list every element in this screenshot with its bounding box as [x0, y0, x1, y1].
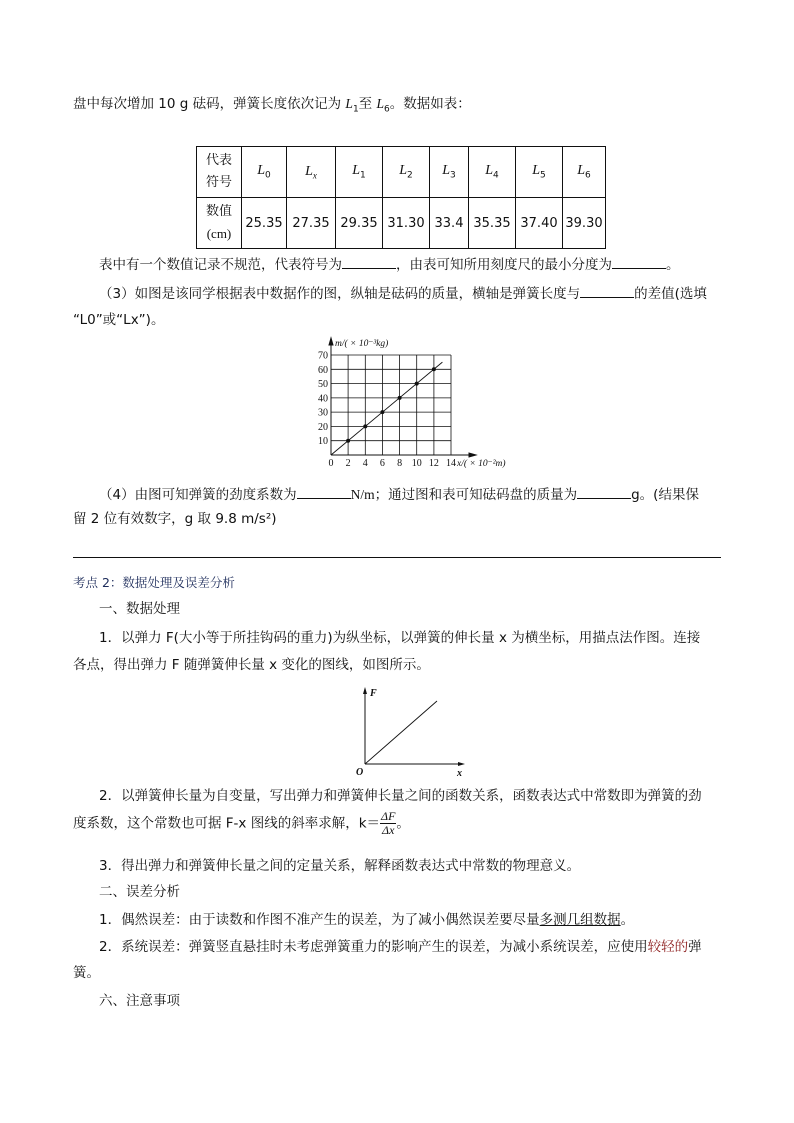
- table-cell-symbol: [516, 147, 563, 198]
- answer-blank-reference-length[interactable]: [580, 283, 634, 298]
- intro-mid: 至: [358, 96, 377, 112]
- intro-text: 盘中每次增加 10 g 砝码，弹簧长度依次记为: [73, 96, 346, 112]
- svg-text:70: 70: [318, 350, 328, 362]
- y-axis-label: m/( × 10⁻³kg): [335, 339, 389, 349]
- svg-text:8: 8: [397, 458, 403, 469]
- table-header-symbol: [197, 147, 242, 198]
- error-1-text: 1．偶然误差：由于读数和作图不准产生的误差，为了减小偶然误差要尽量: [99, 912, 540, 928]
- answer-blank-min-division[interactable]: [612, 254, 666, 269]
- svg-text:60: 60: [318, 364, 328, 376]
- answer-blank-stiffness[interactable]: [297, 484, 351, 499]
- data-table: [196, 146, 606, 249]
- symbol-l1-sub: 1: [352, 104, 359, 115]
- svg-text:20: 20: [318, 421, 328, 433]
- table-header-value: [197, 198, 242, 249]
- q2-text-2: ，由表可知所用刻度尺的最小分度为: [396, 257, 612, 273]
- svg-text:2: 2: [345, 458, 351, 469]
- fraction-denominator: Δx: [382, 823, 395, 837]
- q4-text-a: （4）由图可知弹簧的劲度系数为: [99, 487, 297, 503]
- sym-sub: 3: [450, 170, 456, 181]
- force-vs-extension-chart: [350, 684, 470, 779]
- origin-label: O: [356, 767, 364, 778]
- paragraph-2-line2: [73, 810, 410, 837]
- answer-blank-symbol[interactable]: [342, 254, 396, 269]
- sym-base: L: [485, 163, 494, 179]
- sym-base: L: [577, 163, 586, 179]
- table-cell-value: 27.35: [287, 198, 336, 249]
- q2-text-1: 表中有一个数值记录不规范，代表符号为: [99, 257, 342, 273]
- intro-after: 。数据如表：: [389, 96, 471, 112]
- table-cell-value: 37.40: [516, 198, 563, 249]
- section-title: 考点 2：数据处理及误差分析: [73, 575, 235, 590]
- sym-sub: x: [312, 170, 317, 181]
- q3-options: “L0”或“Lx”)。: [73, 312, 165, 328]
- mass-vs-extension-chart: [300, 336, 520, 470]
- sym-base: L: [352, 163, 361, 179]
- table-cell-symbol: [336, 147, 383, 198]
- table-cell-value: 31.30: [383, 198, 430, 249]
- svg-text:0: 0: [328, 458, 334, 469]
- symbol-l1: L: [345, 96, 353, 111]
- table-row-symbols: [197, 147, 606, 198]
- sym-base: L: [257, 163, 266, 179]
- table-cell-value: 39.30: [563, 198, 606, 249]
- x-tick-labels: [329, 458, 457, 469]
- header-label-line2: 符号: [205, 175, 232, 190]
- paragraph-1-line2: 各点，得出弹力 F 随弹簧伸长量 x 变化的图线，如图所示。: [73, 657, 430, 673]
- sym-sub: 2: [407, 170, 413, 181]
- sym-base: L: [442, 163, 451, 179]
- error-2-line2: 簧。: [73, 965, 100, 981]
- question-3-line1: [99, 283, 707, 304]
- svg-text:10: 10: [318, 436, 328, 448]
- p2-text: 度系数，这个常数也可据 F-x 图线的斜率求解，k＝: [73, 815, 381, 832]
- question-3-line2: [73, 310, 164, 330]
- q3-text-b: 的差值(选填: [634, 286, 707, 302]
- question-4-line1: [99, 484, 699, 505]
- svg-text:12: 12: [428, 458, 439, 469]
- paragraph-3: 3．得出弹力和弹簧伸长量之间的定量关系，解释函数表达式中常数的物理意义。: [99, 858, 581, 874]
- q4-text-c: g。(结果保: [631, 487, 699, 503]
- question-2-line: [99, 254, 680, 275]
- error-2-highlight: 较轻的: [647, 939, 689, 955]
- q2-text-3: 。: [666, 257, 680, 273]
- table-cell-value: 25.35: [242, 198, 287, 249]
- value-label-line1: 数值: [205, 204, 232, 219]
- p2-end: 。: [396, 815, 410, 832]
- table-cell-symbol: [469, 147, 516, 198]
- heading-data-processing: 一、数据处理: [99, 601, 180, 617]
- table-cell-symbol: [287, 147, 336, 198]
- svg-text:50: 50: [318, 379, 328, 391]
- paragraph-1-line1: 1．以弹力 F(大小等于所挂钩码的重力)为纵坐标，以弹簧的伸长量 x 为横坐标，用描点法作图。连接: [99, 630, 701, 646]
- svg-text:30: 30: [318, 407, 328, 419]
- sym-base: L: [399, 163, 408, 179]
- error-1: [99, 910, 634, 930]
- heading-notes: 六、注意事项: [99, 993, 180, 1009]
- error-2-line1: [99, 937, 702, 957]
- table-cell-value: 29.35: [336, 198, 383, 249]
- table-cell-symbol: [430, 147, 469, 198]
- svg-text:4: 4: [362, 458, 368, 469]
- section-divider: [73, 557, 721, 558]
- header-label-line1: 代表: [205, 153, 232, 168]
- table-cell-symbol: [563, 147, 606, 198]
- sym-sub: 6: [585, 170, 591, 181]
- table-row-values: [197, 198, 606, 249]
- svg-text:14: 14: [446, 458, 456, 469]
- symbol-l6-sub: 6: [383, 104, 390, 115]
- table-cell-symbol: [383, 147, 430, 198]
- svg-text:10: 10: [411, 458, 422, 469]
- question-4-line2: [73, 509, 277, 529]
- x-axis-label: x/( × 10⁻²m): [457, 459, 506, 469]
- x-axis-label: x: [457, 768, 462, 779]
- svg-text:40: 40: [318, 393, 328, 405]
- sym-sub: 4: [493, 170, 499, 181]
- table-cell-symbol: [242, 147, 287, 198]
- error-1-underlined: 多测几组数据: [539, 912, 621, 928]
- force-line: [365, 701, 437, 764]
- q3-text-a: （3）如图是该同学根据表中数据作的图，纵轴是砝码的质量，横轴是弹簧长度与: [99, 286, 581, 302]
- sym-sub: 1: [360, 170, 366, 181]
- error-2-text: 2．系统误差：弹簧竖直悬挂时未考虑弹簧重力的影响产生的误差，为减小系统误差，应使用: [99, 939, 648, 955]
- sym-base: L: [532, 163, 541, 179]
- svg-text:6: 6: [379, 458, 385, 469]
- intro-line: [73, 94, 471, 120]
- slope-fraction: [380, 810, 396, 837]
- error-2-end: 弹: [688, 939, 702, 955]
- table-cell-value: 35.35: [469, 198, 516, 249]
- y-tick-labels: [318, 351, 328, 448]
- q4-text-b: N/m；通过图和表可知砝码盘的质量为: [350, 487, 578, 502]
- heading-error-analysis: 二、误差分析: [99, 884, 180, 900]
- table-cell-value: 33.4: [430, 198, 469, 249]
- fraction-numerator: ΔF: [381, 809, 396, 823]
- q4-note: 留 2 位有效数字，g 取 9.8 m/s²): [73, 511, 277, 527]
- f-axis-label: F: [370, 688, 377, 699]
- answer-blank-pan-mass[interactable]: [577, 484, 631, 499]
- value-label-line2: (cm): [206, 226, 232, 241]
- sym-sub: 5: [540, 170, 546, 181]
- symbol-l6: L: [376, 96, 384, 111]
- sym-sub: 0: [265, 170, 271, 181]
- sym-base: L: [305, 163, 313, 179]
- error-1-end: 。: [620, 912, 635, 928]
- paragraph-2-line1: 2．以弹簧伸长量为自变量，写出弹力和弹簧伸长量之间的函数关系，函数表达式中常数即为弹簧的劲: [99, 788, 702, 804]
